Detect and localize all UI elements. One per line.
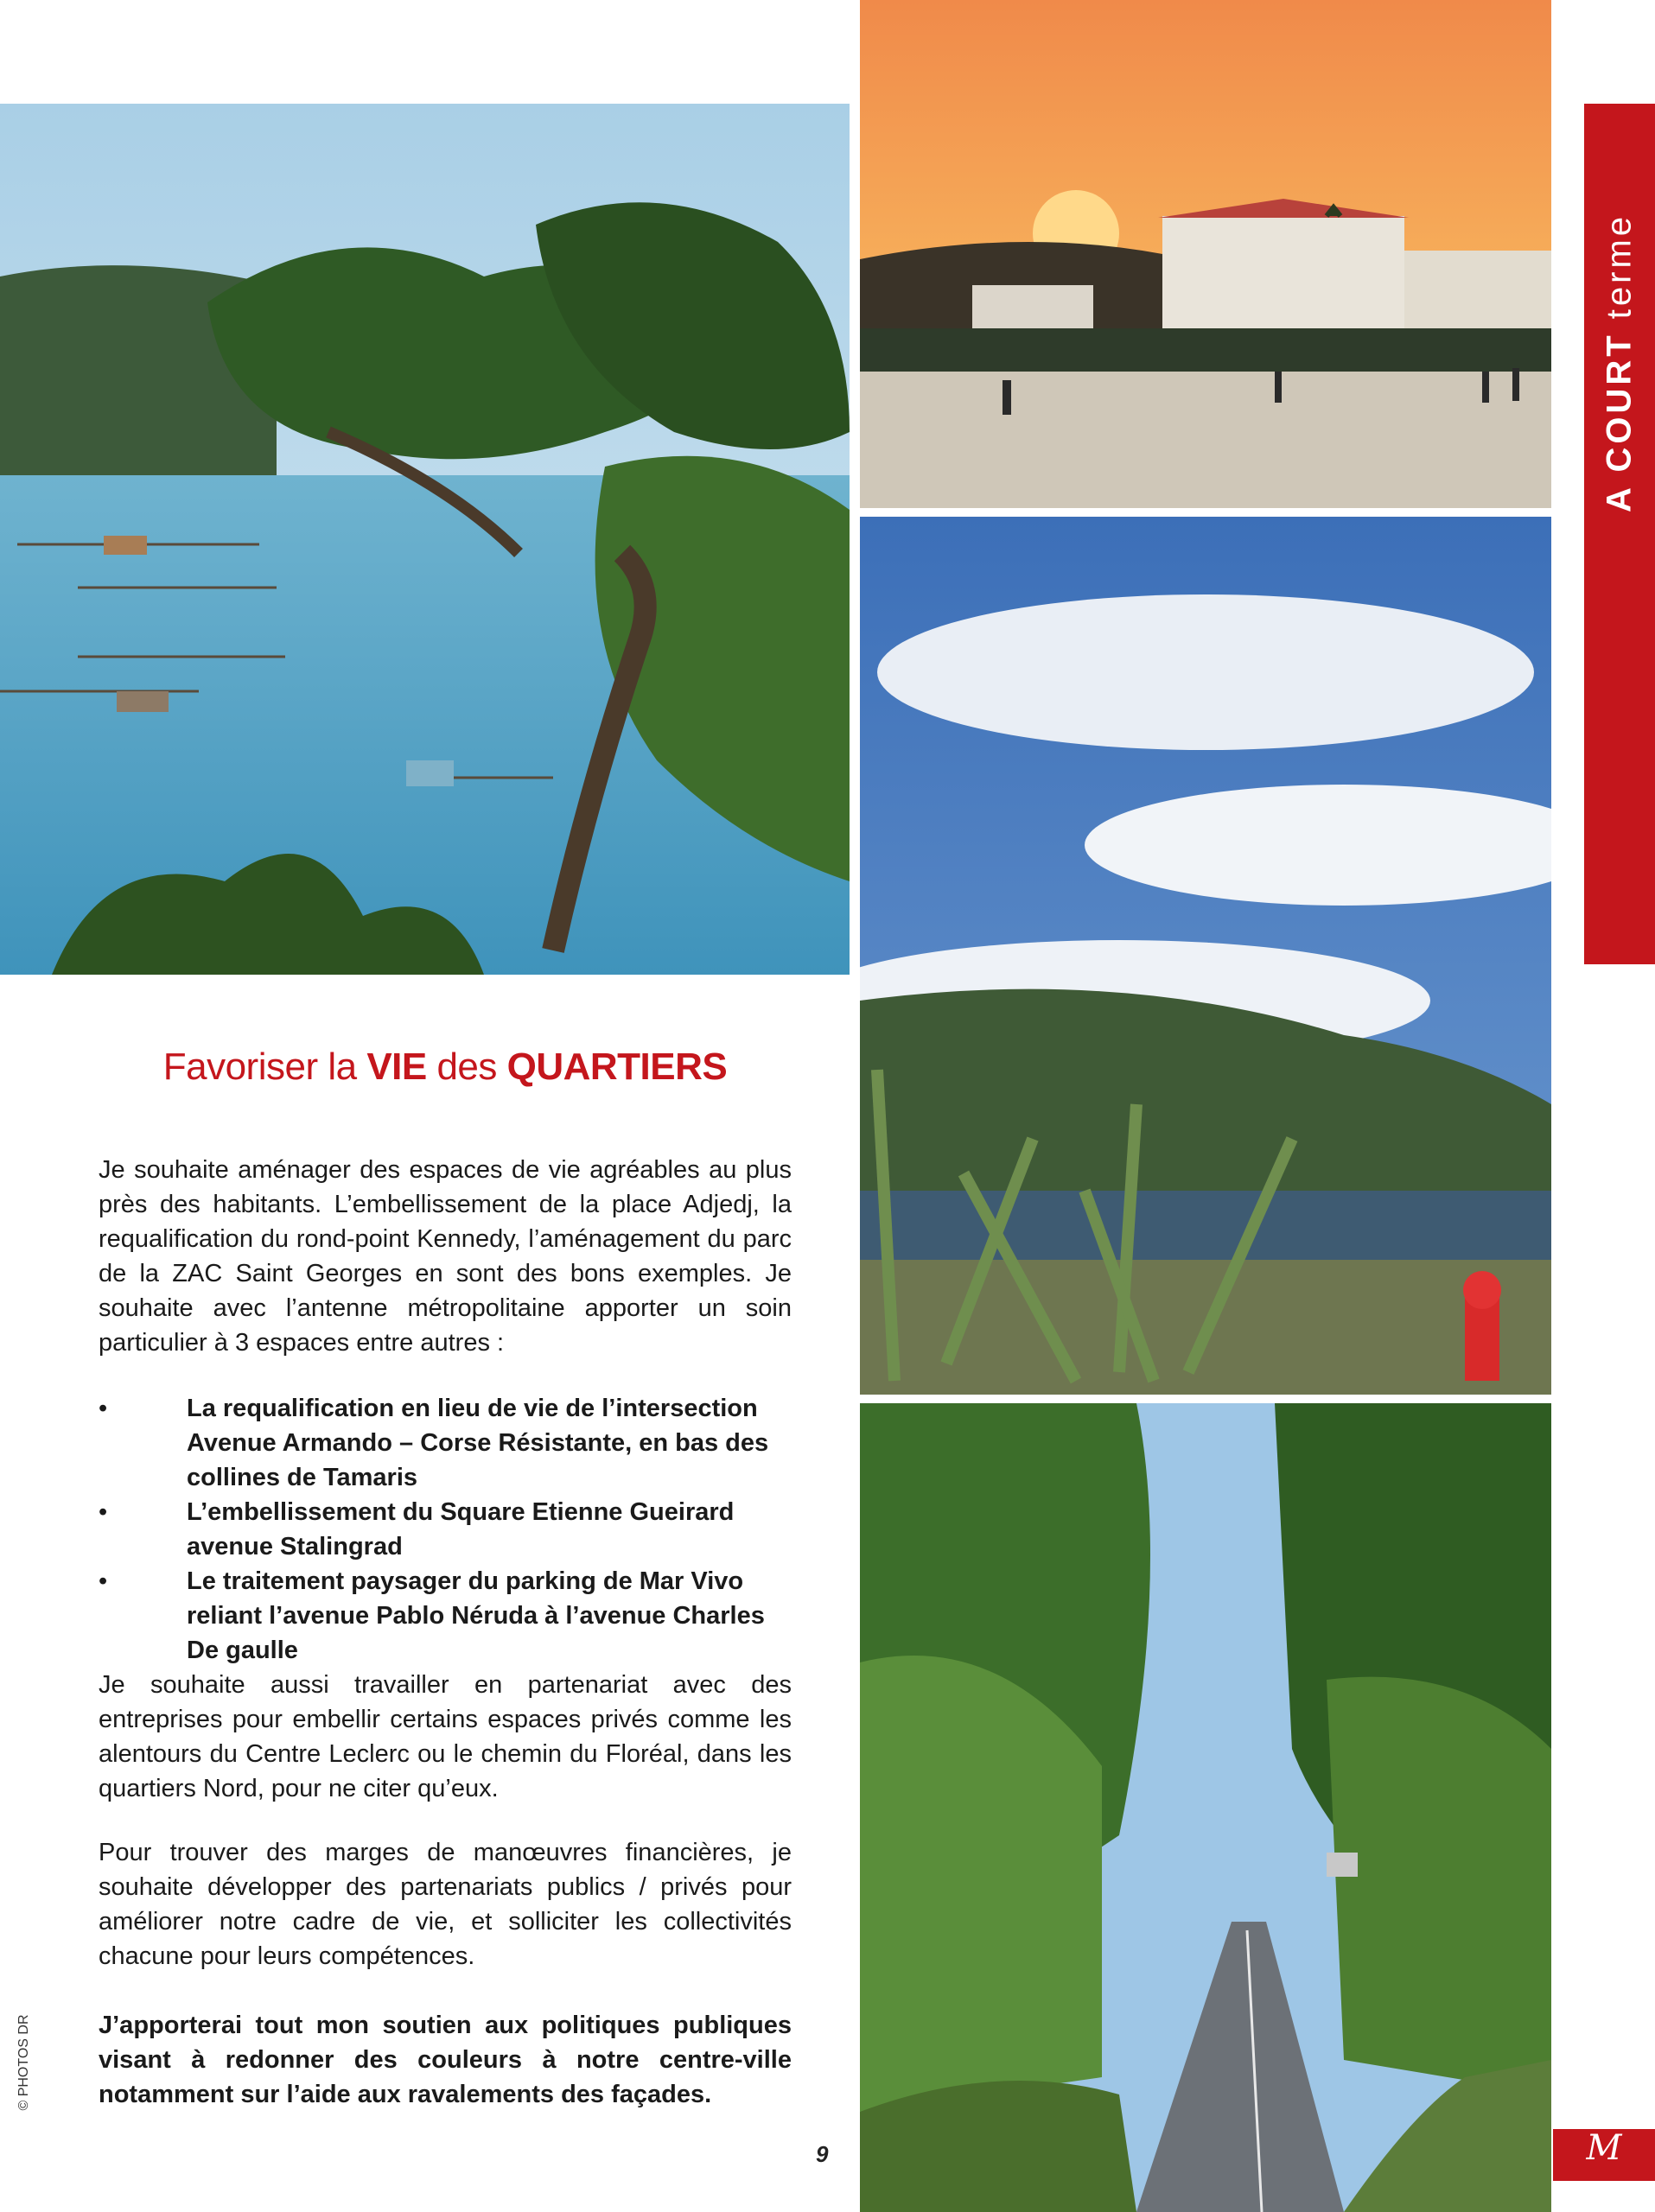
logo-mark: M (1586, 2128, 1622, 2168)
section-title-part4: QUARTIERS (506, 1046, 728, 1088)
bullet-icon: • (99, 1567, 108, 1595)
side-tab-label-bold: A COURT (1600, 332, 1639, 513)
finance-paragraph: Pour trouver des marges de manœuvres financières, je souhaite développer des partenariats publics / privés pour améliorer notre cadre de vie, et solliciter les collectivités chacune pour leurs compétences. (99, 1839, 792, 1970)
brand-logo (1553, 2129, 1655, 2181)
list-item (99, 1495, 792, 1564)
side-tab-label-light: terme (1600, 213, 1639, 333)
intro-paragraph: Je souhaite aménager des espaces de vie agréables au plus près des habitants. L’embellissement de la place Adjedj, la requalification du rond-point Kennedy, l’aménagement du parc de la ZAC Saint Georges en sont des bons exemples. Je souhaite avec l’antenne métropolitaine apporter un soin particulier à 3 espaces entre autres : (99, 1156, 792, 1357)
section-title-part3: des (426, 1046, 507, 1088)
side-tab-label (1601, 213, 1639, 512)
page-number: 9 (816, 2141, 829, 2167)
bullet-list (99, 1391, 792, 1668)
sunset-beach-photo (860, 0, 1551, 508)
tree-avenue-photo (860, 1403, 1551, 2212)
list-item-text: Le traitement paysager du parking de Mar Vivo reliant l’avenue Pablo Néruda à l’avenue Charles De gaulle (187, 1567, 765, 1664)
coast-agave-photo (860, 517, 1551, 1395)
list-item (99, 1564, 792, 1668)
bullet-icon: • (99, 1395, 108, 1422)
closing-paragraph: J’apporterai tout mon soutien aux politiques publiques visant à redonner des couleurs à notre centre-ville notamment sur l’aide aux ravalements des façades. (99, 2012, 792, 2108)
list-item (99, 1391, 792, 1495)
section-title-part2: VIE (366, 1046, 427, 1088)
section-side-tab (1584, 104, 1655, 964)
bullet-icon: • (99, 1498, 108, 1526)
lagoon-photo (0, 104, 850, 975)
list-item-text: La requalification en lieu de vie de l’intersection Avenue Armando – Corse Résistante, en bas des collines de Tamaris (187, 1395, 769, 1491)
list-item-text: L’embellissement du Square Etienne Gueirard avenue Stalingrad (187, 1498, 735, 1560)
section-title (86, 1046, 804, 1089)
section-title-part1: Favoriser la (162, 1046, 367, 1088)
photo-credit: © PHOTOS DR (16, 2014, 31, 2111)
partner-paragraph: Je souhaite aussi travailler en partenariat avec des entreprises pour embellir certains espaces privés comme les alentours du Centre Leclerc ou le chemin du Floréal, dans les quartiers Nord, pour ne citer qu’eux. (99, 1671, 792, 1802)
